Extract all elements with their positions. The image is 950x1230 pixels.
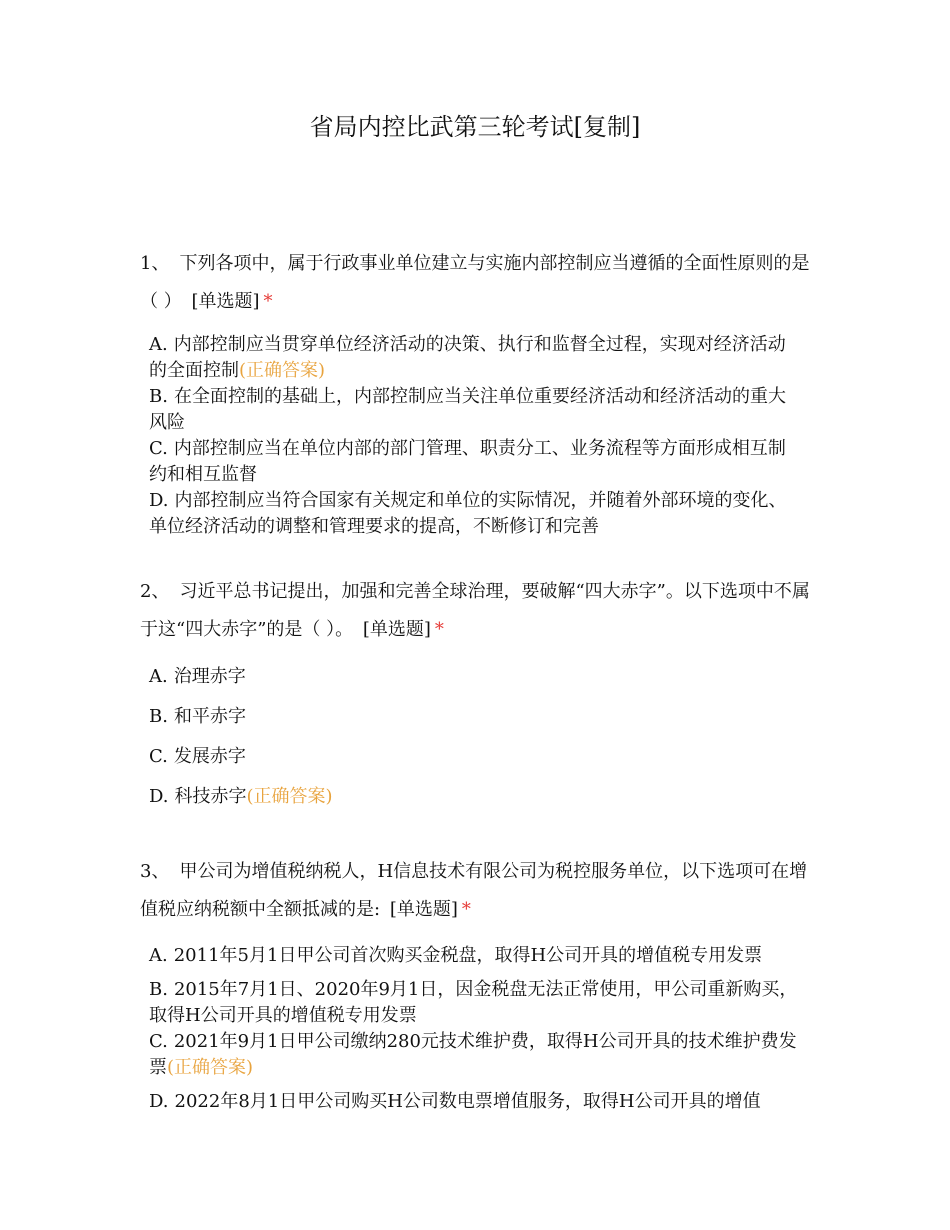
option-d[interactable]	[149, 1089, 801, 1115]
option-letter: B.	[149, 706, 168, 727]
correct-answer-mark: (正确答案)	[246, 786, 333, 807]
required-mark: *	[461, 899, 471, 920]
question-stem	[140, 245, 812, 321]
correct-answer-mark: (正确答案)	[167, 1057, 254, 1078]
option-b[interactable]	[149, 384, 801, 436]
option-text: 内部控制应当贯穿单位经济活动的决策、执行和监督全过程，实现对经济活动的全面控制	[149, 334, 786, 381]
question-stem	[140, 573, 812, 649]
option-text: 发展赤字	[173, 746, 246, 767]
required-mark: *	[434, 619, 444, 640]
option-text: 2011年5月1日甲公司首次购买金税盘，取得H公司开具的增值税专用发票	[173, 945, 763, 966]
option-letter: D.	[149, 490, 169, 511]
options-list	[140, 657, 801, 817]
page-title: 省局内控比武第三轮考试[复制]	[309, 113, 641, 141]
option-letter: A.	[149, 666, 168, 687]
option-letter: C.	[149, 438, 168, 459]
option-c[interactable]	[149, 737, 801, 777]
question-number: 1、	[140, 253, 170, 274]
question-text: 甲公司为增值税纳税人，H信息技术有限公司为税控服务单位，以下选项可在增值税应纳税额中全额抵减的是:	[140, 861, 808, 920]
option-c[interactable]	[149, 1029, 801, 1081]
question-text: 下列各项中，属于行政事业单位建立与实施内部控制应当遵循的全面性原则的是 （ ）	[140, 253, 810, 312]
option-text: 治理赤字	[173, 666, 246, 687]
option-text: 内部控制应当在单位内部的部门管理、职责分工、业务流程等方面形成相互制约和相互监督	[149, 438, 786, 485]
question-stem	[140, 853, 812, 929]
question-type: [单选题]	[191, 291, 260, 312]
option-text: 内部控制应当符合国家有关规定和单位的实际情况，并随着外部环境的变化、单位经济活动的调整和管理要求的提高，不断修订和完善	[149, 490, 787, 537]
option-letter: C.	[149, 1031, 168, 1052]
question-1	[140, 245, 812, 540]
option-letter: D.	[149, 1091, 169, 1112]
question-2	[140, 573, 812, 817]
option-letter: A.	[149, 334, 168, 355]
options-list	[140, 943, 801, 1115]
option-text: 2022年8月1日甲公司购买H公司数电票增值服务，取得H公司开具的增值	[174, 1091, 761, 1112]
required-mark: *	[263, 291, 273, 312]
option-d[interactable]	[149, 777, 801, 817]
question-type: [单选题]	[389, 899, 458, 920]
options-list	[140, 332, 801, 540]
option-b[interactable]	[149, 697, 801, 737]
option-letter: B.	[149, 386, 168, 407]
option-text: 科技赤字	[174, 786, 247, 807]
option-a[interactable]	[149, 332, 801, 384]
option-text: 2021年9月1日甲公司缴纳280元技术维护费，取得H公司开具的技术维护费发票	[149, 1031, 797, 1078]
option-text: 在全面控制的基础上，内部控制应当关注单位重要经济活动和经济活动的重大风险	[149, 386, 786, 433]
option-a[interactable]	[149, 943, 801, 969]
question-number: 3、	[140, 861, 170, 882]
option-b[interactable]	[149, 977, 801, 1029]
option-letter: C.	[149, 746, 168, 767]
option-letter: A.	[149, 945, 168, 966]
question-3	[140, 853, 812, 1115]
question-number: 2、	[140, 581, 170, 602]
correct-answer-mark: (正确答案)	[239, 360, 326, 381]
question-text: 习近平总书记提出，加强和完善全球治理，要破解“四大赤字”。以下选项中不属于这“四大赤字”的是（ ）。	[140, 581, 810, 640]
option-d[interactable]	[149, 488, 801, 540]
option-letter: D.	[149, 786, 169, 807]
option-a[interactable]	[149, 657, 801, 697]
option-text: 2015年7月1日、2020年9月1日，因金税盘无法正常使用，甲公司重新购买，取得H公司开具的增值税专用发票	[149, 979, 798, 1026]
option-letter: B.	[149, 979, 168, 1000]
question-type: [单选题]	[362, 619, 431, 640]
option-c[interactable]	[149, 436, 801, 488]
option-text: 和平赤字	[173, 706, 246, 727]
